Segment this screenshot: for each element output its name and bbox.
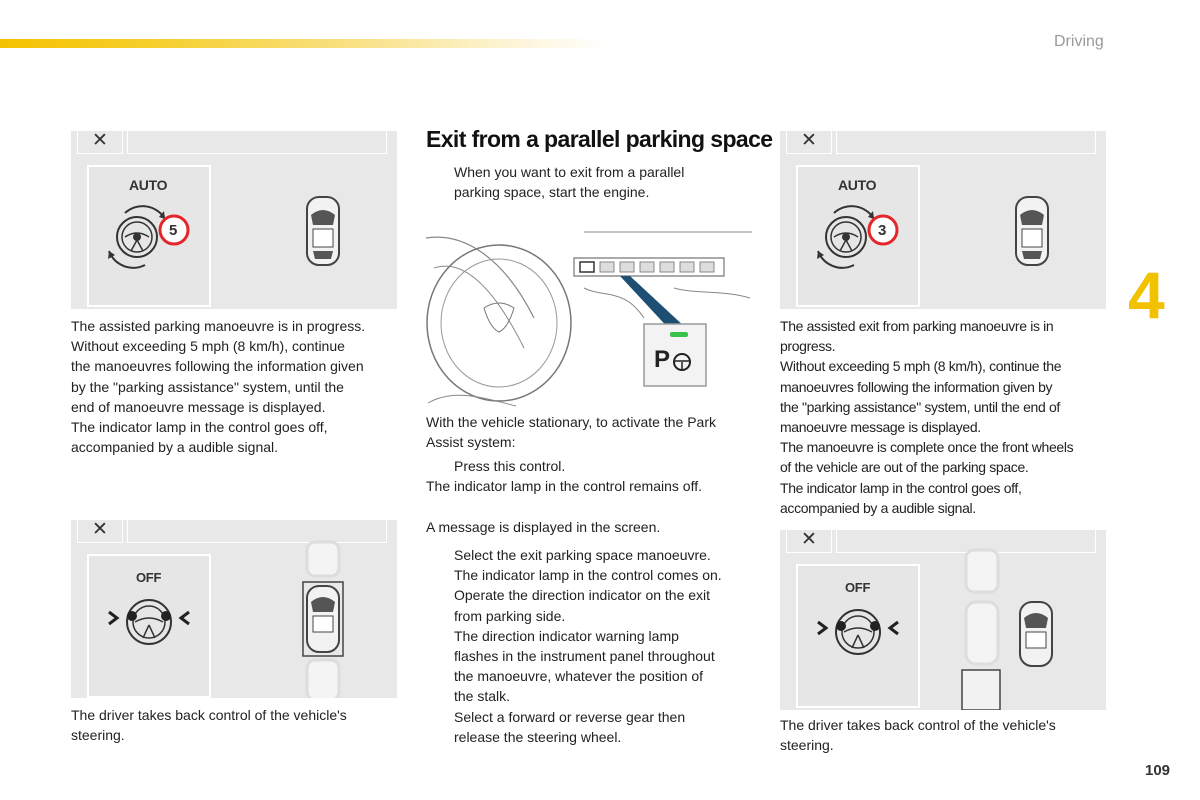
bullet-line: The direction indicator warning lamp [454, 627, 679, 644]
car-icon [1012, 193, 1052, 269]
caption-line: Without exceeding 5 mph (8 km/h), continue [71, 338, 345, 355]
caption-line: manoeuvre message is displayed. [780, 419, 981, 436]
dashboard-illustration [424, 228, 754, 408]
count-badge-number: 3 [878, 222, 887, 239]
steering-wheel-icon [804, 199, 924, 269]
exit-parking-icon [960, 530, 1090, 710]
caption-line: the manoeuvres following the information given [71, 358, 364, 375]
bullet-line: the stalk. [454, 688, 511, 705]
activate-text [426, 412, 756, 452]
bullet-line: flashes in the instrument panel throughout [454, 648, 715, 665]
caption-line: manoeuvres following the information given by [780, 378, 1053, 395]
mode-label: OFF [845, 580, 871, 595]
bullet-line: from parking side. [454, 607, 566, 624]
body-line: The indicator lamp in the control remains off. [426, 478, 702, 495]
caption-line: of the vehicle are out of the parking space. [780, 459, 1029, 476]
close-button[interactable]: ✕ [786, 131, 832, 154]
caption-line: The driver takes back control of the vehicle's [71, 707, 347, 723]
caption-line: by the "parking assistance" system, until the [71, 378, 344, 395]
left-caption-1 [71, 316, 401, 457]
steps-list [426, 545, 756, 747]
caption-line: The assisted exit from parking manoeuvre is in [780, 318, 1054, 334]
hands-off-steering-icon [808, 604, 908, 664]
bullet-item [426, 162, 756, 202]
screen-title-bar [127, 131, 387, 154]
bullet-line: parking space, start the engine. [454, 184, 650, 201]
mode-label: AUTO [129, 177, 168, 193]
bullet-item [426, 585, 756, 706]
bullet-line: the manoeuvre, whatever the position of [454, 668, 704, 685]
close-button[interactable]: ✕ [77, 131, 123, 154]
park-assist-label: P [654, 346, 671, 373]
assist-panel [87, 165, 211, 307]
caption-line: The assisted parking manoeuvre is in progress. [71, 318, 366, 334]
right-screen-auto [780, 131, 1106, 309]
car-icon [303, 193, 343, 269]
caption-line: progress. [780, 338, 836, 355]
screen-tab-bar [780, 131, 1106, 157]
screen-tab-bar [71, 131, 397, 157]
body-line: Assist system: [426, 434, 516, 451]
bullet-item [426, 456, 756, 476]
close-button[interactable]: ✕ [786, 530, 832, 553]
mode-label: AUTO [838, 177, 877, 193]
bullet-line: Select a forward or reverse gear then [454, 708, 686, 725]
screen-title-bar [836, 131, 1096, 154]
bullet-line: Operate the direction indicator on the exit [454, 587, 711, 604]
body-line: A message is displayed in the screen. [426, 519, 661, 535]
caption-line: end of manoeuvre message is displayed. [71, 398, 326, 415]
parking-spaces-icon [293, 520, 353, 698]
section-heading: Exit from a parallel parking space [426, 126, 773, 152]
assist-panel [796, 165, 920, 307]
mode-label: OFF [136, 570, 162, 585]
assist-panel [87, 554, 211, 698]
bullet-line: Select the exit parking space manoeuvre. [454, 547, 711, 563]
right-caption-1 [780, 316, 1115, 518]
bullet-line: release the steering wheel. [454, 728, 622, 745]
caption-line: accompanied by a audible signal. [71, 439, 279, 456]
left-screen-off [71, 520, 397, 698]
caption-line: steering. [780, 737, 834, 754]
right-caption-2 [780, 715, 1110, 755]
body-line: With the vehicle stationary, to activate the Park [426, 414, 716, 430]
right-screen-off [780, 530, 1106, 710]
caption-line: Without exceeding 5 mph (8 km/h), continue the [780, 358, 1062, 375]
bullet-item [426, 545, 756, 585]
chapter-number: 4 [1128, 258, 1165, 332]
header-accent-bar [0, 39, 610, 48]
count-badge-number: 5 [169, 222, 178, 239]
caption-line: The manoeuvre is complete once the front wheels [780, 439, 1074, 456]
close-button[interactable]: ✕ [77, 520, 123, 543]
left-screen-auto [71, 131, 397, 309]
bullet-item [426, 707, 756, 747]
steering-wheel-icon [95, 199, 215, 269]
caption-line: steering. [71, 727, 125, 744]
caption-line: The driver takes back control of the vehicle's [780, 717, 1056, 733]
hands-off-steering-icon [99, 594, 199, 654]
bullet-line: The indicator lamp in the control comes on. [454, 567, 722, 584]
caption-line: accompanied by a audible signal. [780, 499, 976, 516]
left-caption-2 [71, 705, 401, 745]
message-text [426, 517, 756, 537]
press-bullet [426, 456, 756, 496]
bullet-line: Press this control. [454, 458, 566, 474]
caption-line: The indicator lamp in the control goes off, [71, 419, 328, 436]
assist-panel [796, 564, 920, 708]
caption-line: The indicator lamp in the control goes off, [780, 479, 1022, 496]
page-number: 109 [1145, 762, 1171, 779]
bullet-line: When you want to exit from a parallel [454, 164, 685, 180]
caption-line: the "parking assistance" system, until the end of [780, 398, 1060, 415]
intro-bullet [426, 162, 756, 202]
section-title: Driving [1054, 33, 1104, 50]
